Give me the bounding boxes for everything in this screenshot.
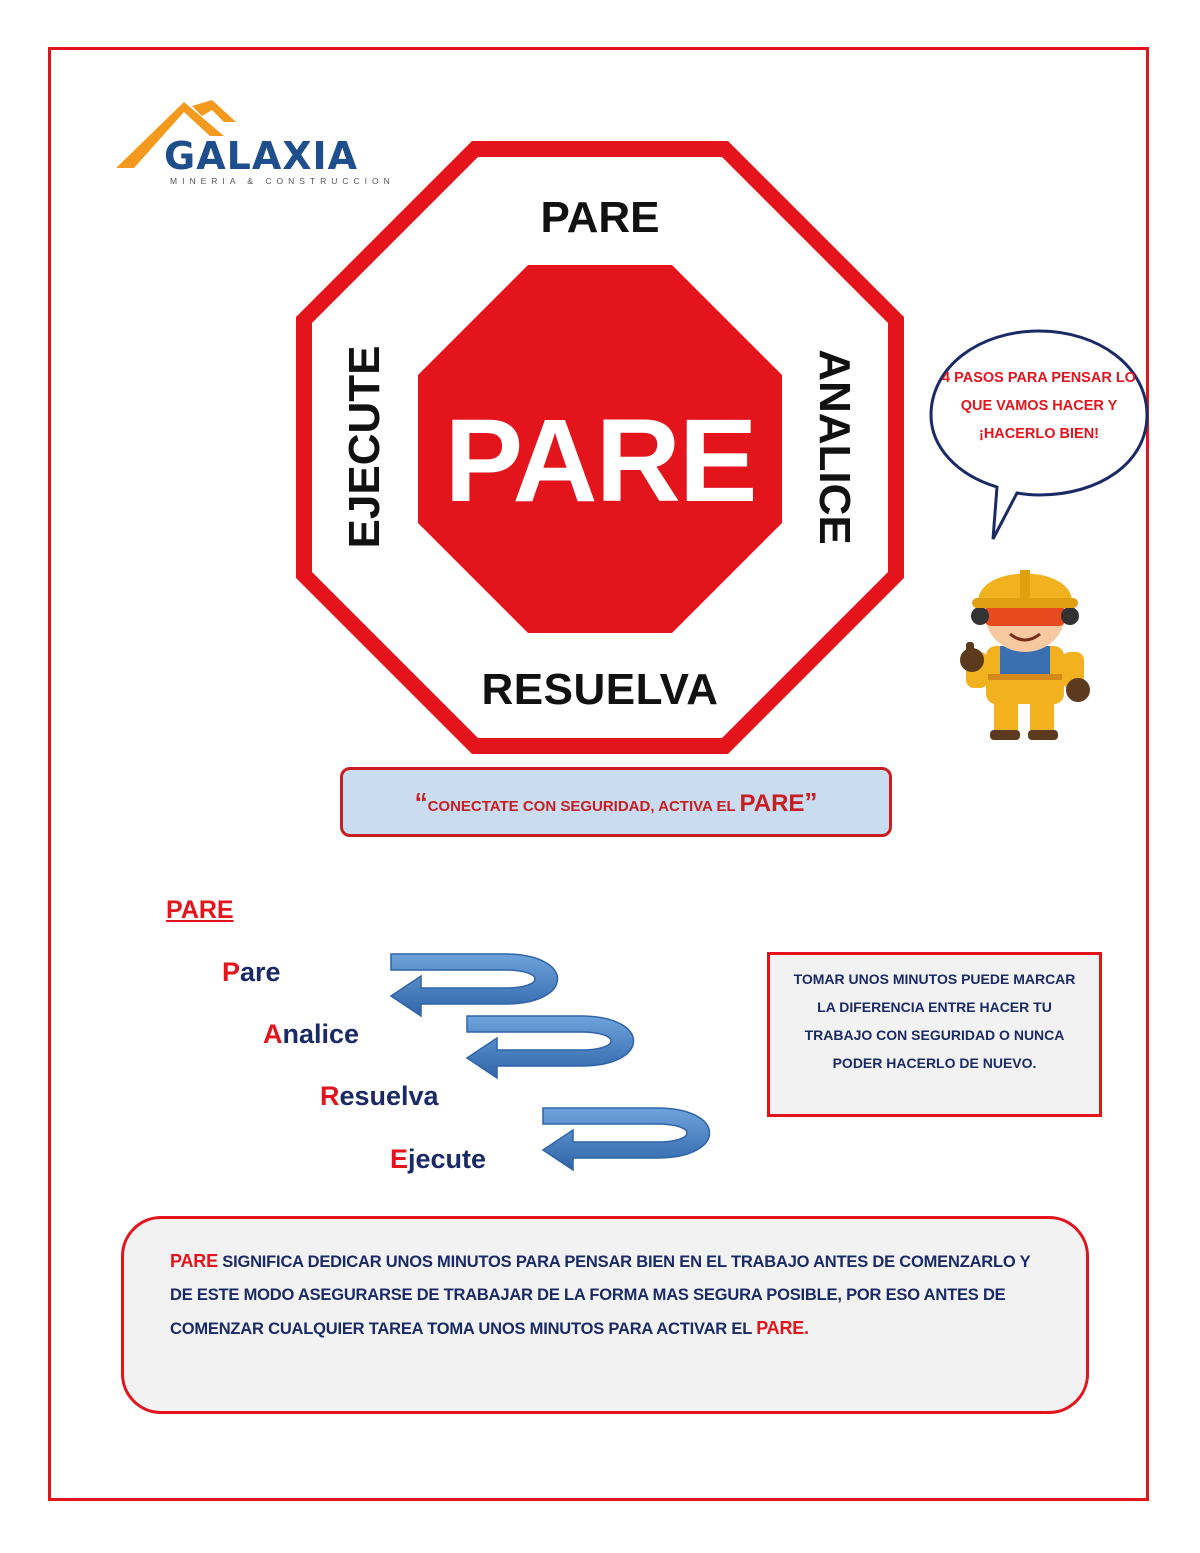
arrow-2 bbox=[467, 1016, 634, 1078]
slogan-highlight: PARE bbox=[739, 789, 805, 817]
step-initial: E bbox=[390, 1144, 409, 1174]
tip-box bbox=[767, 952, 1102, 1117]
acronym-heading: PARE bbox=[166, 896, 234, 924]
explanation-text bbox=[170, 1245, 1046, 1346]
slogan-text bbox=[415, 787, 818, 818]
arrow-1 bbox=[391, 954, 558, 1016]
sign-label-analice: ANALICE bbox=[810, 349, 859, 545]
slogan-close-quote: ” bbox=[804, 786, 818, 817]
construction-worker-icon bbox=[950, 548, 1100, 743]
step-initial: P bbox=[222, 957, 241, 987]
stop-sign bbox=[290, 135, 910, 760]
step-rest: are bbox=[240, 957, 281, 987]
step-rest: jecute bbox=[408, 1144, 487, 1174]
acronym-step-pare bbox=[222, 957, 281, 988]
arrow-3 bbox=[543, 1108, 710, 1170]
step-initial: A bbox=[263, 1019, 283, 1049]
explanation-lead: PARE bbox=[170, 1251, 218, 1271]
explanation-body: SIGNIFICA DEDICAR UNOS MINUTOS PARA PENSAR BIEN EN EL TRABAJO ANTES DE COMENZARLO Y DE ESTE MODO ASEGURARSE DE TRABAJAR DE LA FORMA MAS SEGURA POSIBLE, POR ESO ANTES DE COMENZAR CUALQUIER TAREA TOMA UNOS MINUTOS PARA ACTIVAR EL bbox=[170, 1253, 1031, 1338]
bubble-text: 4 PASOS PARA PENSAR LO QUE VAMOS HACER Y ¡HACERLO BIEN! bbox=[942, 370, 1136, 442]
step-rest: esuelva bbox=[339, 1081, 439, 1111]
explanation-box bbox=[121, 1216, 1089, 1414]
logo-wordmark: GALAXIA bbox=[164, 134, 359, 178]
sign-label-resuelva: RESUELVA bbox=[481, 665, 719, 714]
curved-return-arrow-icon bbox=[385, 946, 725, 1181]
step-initial: R bbox=[320, 1081, 340, 1111]
sign-center-pare: PARE bbox=[444, 395, 756, 527]
step-rest: nalice bbox=[282, 1019, 360, 1049]
sign-label-pare: PARE bbox=[540, 193, 660, 242]
slogan-box bbox=[340, 767, 892, 837]
logo-tagline: MINERIA & CONSTRUCCION bbox=[170, 176, 395, 186]
explanation-tail: PARE. bbox=[756, 1318, 809, 1338]
slogan-body: CONECTATE CON SEGURIDAD, ACTIVA EL bbox=[427, 797, 740, 815]
acronym-step-analice bbox=[263, 1019, 359, 1050]
tip-text: TOMAR UNOS MINUTOS PUEDE MARCAR LA DIFERENCIA ENTRE HACER TU TRABAJO CON SEGURIDAD O NUNCA PODER HACERLO DE NUEVO. bbox=[793, 971, 1076, 1071]
sign-label-ejecute: EJECUTE bbox=[340, 345, 389, 549]
slogan-open-quote: “ bbox=[414, 786, 428, 817]
